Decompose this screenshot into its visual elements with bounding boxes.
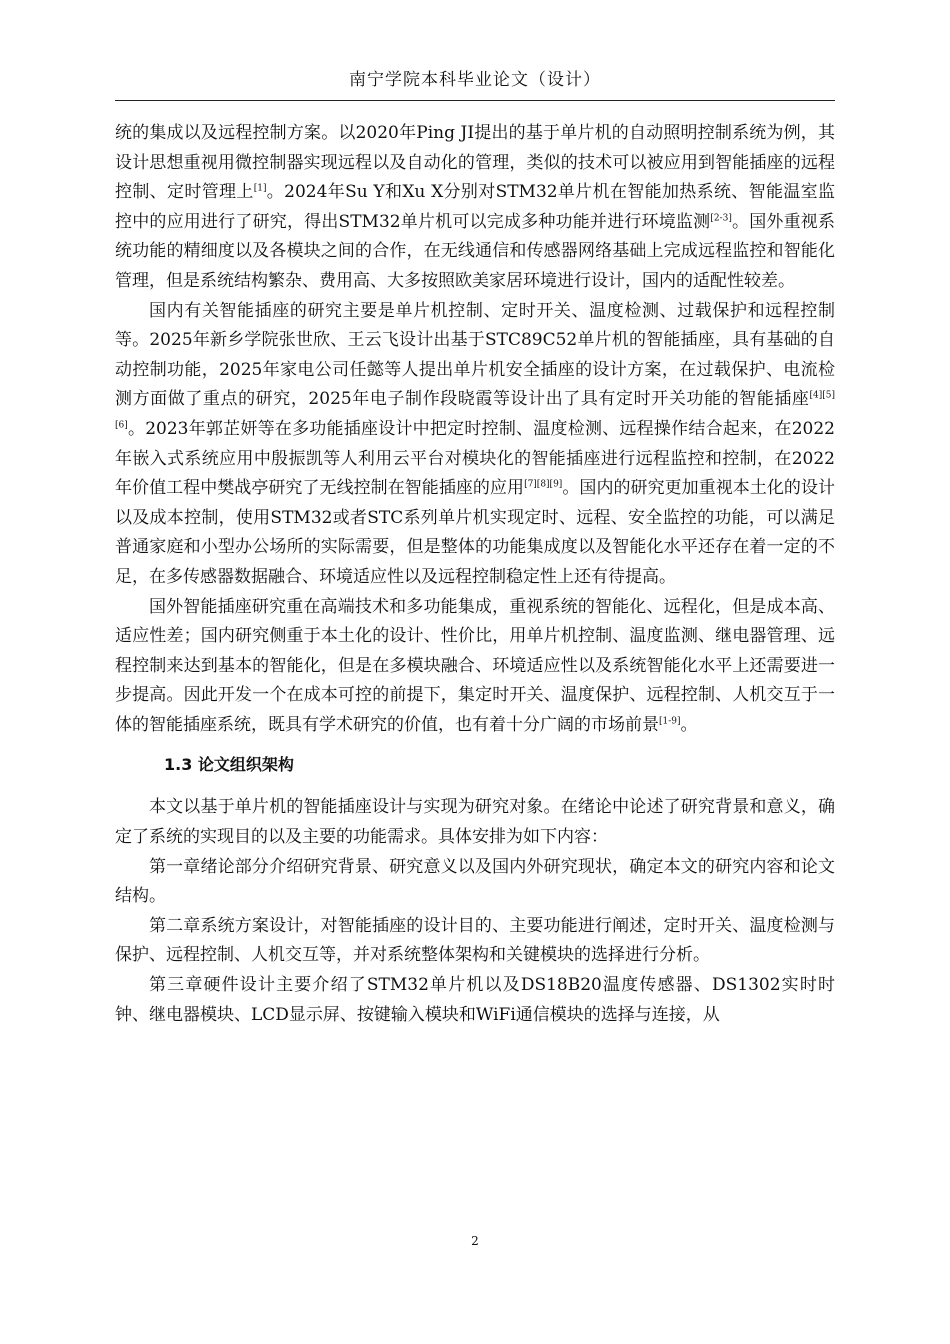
citation: [2-3] (710, 213, 732, 224)
page-header-title: 南宁学院本科毕业论文（设计） (349, 70, 601, 90)
paragraph-summary (115, 593, 835, 741)
header-divider (115, 100, 835, 101)
paragraph-text: 。国内的研究更加重视本土化的设计以及成本控制，使用STM32或者STC系列单片机实现定时、远程、安全监控的功能，可以满足普通家庭和小型办公场所的实际需要，但是整体的功能集成度以及智能化水平还存在着一定的不足，在多传感器数据融合、环境适应性以及远程控制稳定性上还有待提高。 (115, 478, 836, 587)
paragraph-text: 。2023年郭芷妍等在多功能插座设计中把定时控制、温度检测、远程操作结合起来，在2022年嵌入式系统应用中殷振凯等人利用云平台对模块化的智能插座进行远程监控和控制，在2022年价值工程中樊战亭研究了无线控制在智能插座的应用 (115, 418, 835, 499)
paragraph-text: 国外智能插座研究重在高端技术和多功能集成，重视系统的智能化、远程化，但是成本高、适应性差；国内研究侧重于本土化的设计、性价比，用单片机控制、温度监测、继电器管理、远程控制来达到基本的智能化，但是在多模块融合、环境适应性以及系统智能化水平上还需要进一步提高。因此开发一个在成本可控的前提下，集定时开关、温度保护、远程控制、人机交互于一体的智能插座系统，既具有学术研究的价值，也有着十分广阔的市场前景 (115, 596, 835, 735)
paragraph-domestic-research (115, 297, 835, 593)
citation: [7][8][9] (524, 479, 563, 490)
paragraph-chapter-one: 第一章绪论部分介绍研究背景、研究意义以及国内外研究现状，确定本文的研究内容和论文结构。 (115, 856, 835, 907)
paragraph-foreign-research (115, 119, 835, 297)
citation: [1-9] (659, 716, 681, 727)
citation: [4][5][6] (115, 390, 835, 431)
paragraph-chapter-two: 第二章系统方案设计，对智能插座的设计目的、主要功能进行阐述，定时开关、温度检测与保护、远程控制、人机交互等，并对系统整体架构和关键模块的选择进行分析。 (115, 915, 835, 966)
paragraph-text: 国内有关智能插座的研究主要是单片机控制、定时开关、温度检测、过载保护和远程控制等。2025年新乡学院张世欣、王云飞设计出基于STC89C52单片机的智能插座，具有基础的自动控制功能，2025年家电公司任懿等人提出单片机安全插座的设计方案，在过载保护、电流检测方面做了重点的研究，2025年电子制作段晓霞等设计出了具有定时开关功能的智能插座 (115, 300, 835, 410)
document-body (115, 119, 835, 1030)
paragraph-text: 。2024年Su Y和Xu X分别对STM32单片机在智能加热系统、智能温室监控中的应用进行了研究，得出STM32单片机可以完成多种功能并进行环境监测 (115, 182, 836, 232)
citation: [1] (253, 183, 267, 194)
page-number: 2 (471, 1234, 479, 1248)
paragraph-text: 。 (680, 714, 698, 735)
paragraph-text: 。国外重视系统功能的精细度以及各模块之间的合作，在无线通信和传感器网络基础上完成远程监控和智能化管理，但是系统结构繁杂、费用高、大多按照欧美家居环境进行设计，国内的适配性较差。 (115, 211, 836, 291)
section-heading: 1.3 论文组织架构 (164, 755, 294, 775)
paragraph-structure-intro: 本文以基于单片机的智能插座设计与实现为研究对象。在绪论中论述了研究背景和意义，确定了系统的实现目的以及主要的功能需求。具体安排为如下内容： (115, 797, 835, 848)
paragraph-text: 统的集成以及远程控制方案。以2020年Ping JI提出的基于单片机的自动照明控制系统为例，其设计思想重视用微控制器实现远程以及自动化的管理，类似的技术可以被应用到智能插座的远程控制、定时管理上 (115, 123, 835, 203)
paragraph-chapter-three: 第三章硬件设计主要介绍了STM32单片机以及DS18B20温度传感器、DS1302实时时钟、继电器模块、LCD显示屏、按键输入模块和WiFi通信模块的选择与连接，从 (115, 975, 835, 1025)
